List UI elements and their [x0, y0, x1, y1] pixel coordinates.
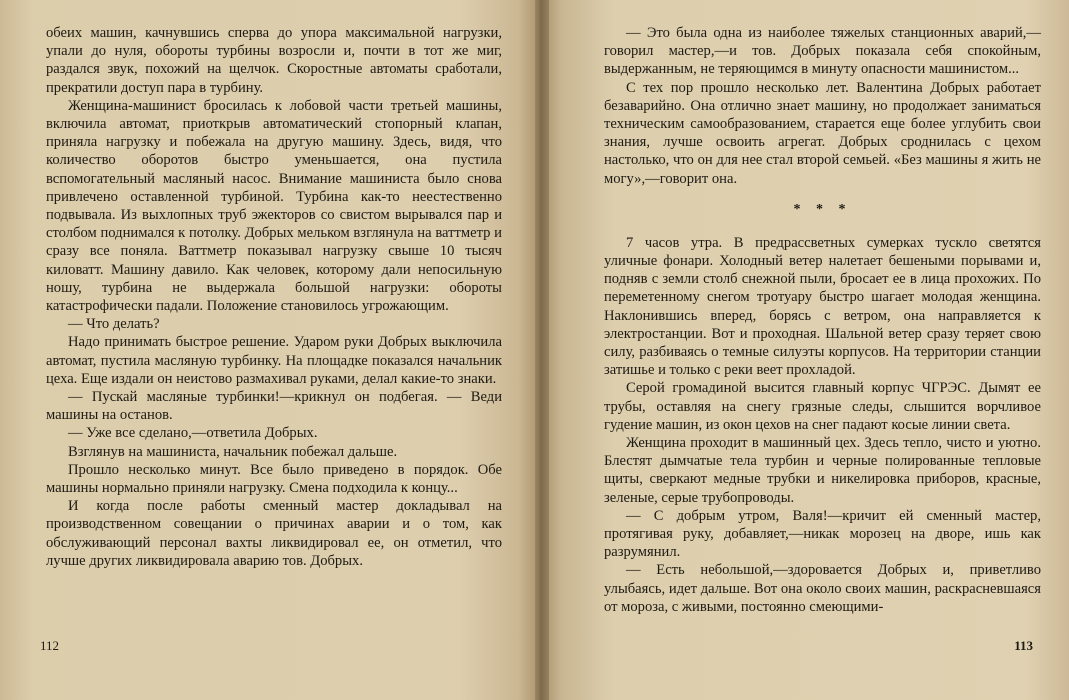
- page-number-left: 112: [40, 638, 60, 653]
- paragraph: Прошло несколько минут. Все было приведено в порядок. Обе машины нормально приняли нагрузку. Смена подходила к концу...: [46, 461, 502, 497]
- section-separator: * * *: [793, 201, 852, 217]
- page-number-right: 113: [1014, 638, 1033, 653]
- paragraph: — Пускай масляные турбинки!—крикнул он подбегая. — Веди машины на останов.: [46, 389, 502, 424]
- right-page-text: [604, 24, 1041, 616]
- paragraph: — Уже все сделано,—ответила Добрых.: [68, 425, 318, 442]
- paragraph: — Это была одна из наиболее тяжелых станционных аварий,—говорил мастер,—и тов. Добрых показала себя спокойным, выдержанным, не теряющимся в минуту опасности машинистом...: [604, 25, 1041, 78]
- paragraph: Серой громадиной высится главный корпус ЧГРЭС. Дымят ее трубы, оставляя на снегу грязные следы, слышится ворчливое гудение машин, из окон цехов на снег падают косые линии света.: [604, 380, 1041, 433]
- right-page: [540, 0, 1069, 700]
- book-gutter: [535, 0, 549, 700]
- paragraph: — Что делать?: [68, 316, 160, 333]
- paragraph: Надо принимать быстрое решение. Ударом руки Добрых выключила автомат, пустила масляную турбинку. На площадке показался начальник цеха. Еще издали он неистово размахивал руками, делал какие-то знаки.: [46, 334, 502, 387]
- paragraph: Женщина-машинист бросилась к лобовой части третьей машины, включила автомат, приоткрыв автоматический стопорный клапан, приняла нагрузку и побежала на другую машину. Здесь, видя, что количество оборотов быстро уменьшается, она пустила вспомогательный масляный насос. Внимание машиниста было снова привлечено оставленной турбиной. Турбина как-то неестественно подвывала. Из выхлопных труб эжекторов со свистом вырывался пар и столбом поднимался к потолку. Добрых мельком взглянула на ваттметр и сразу все поняла. Ваттметр показывал нагрузку свыше 10 тысяч киловатт. Машину давило. Как человек, которому дали непосильную ношу, турбина не выдержала большой нагрузки: обороты катастрофически падали. Положение становилось угрожающим.: [46, 97, 502, 315]
- paragraph: И когда после работы сменный мастер докладывал на производственном совещании о причинах аварии и о том, как обслуживающий персонал вахты ликвидировал ее, он отметил, что лучше других ликвидировала аварию тов. Добрых.: [46, 498, 502, 569]
- paragraph: обеих машин, качнувшись сперва до упора максимальной нагрузки, упали до нуля, обороты турбины возросли и, почти в тот же миг, раздался звук, похожий на щелчок. Скоростные автоматы сработали, прекратили доступ пара в турбину.: [46, 25, 502, 96]
- paragraph: — С добрым утром, Валя!—кричит ей сменный мастер, протягивая руку, добавляет,—никак морозец на дворе, ишь как разрумянил.: [604, 507, 1041, 561]
- paragraph: 7 часов утра. В предрассветных сумерках тускло светятся уличные фонари. Холодный ветер налетает бешеными порывами и, подняв с земли столб снежной пыли, бросает ее в лица прохожих. По переметенному снегом тротуару быстро шагает молодая женщина. Наклонившись вперед, борясь с ветром, она направляется к электростанции. Вот и проходная. Шальной ветер сразу теряет свою силу, разбиваясь о темные силуэты корпусов. На территории станции затишье и только с реки веет прохладой.: [604, 234, 1041, 379]
- paragraph: Взглянув на машиниста, начальник побежал дальше.: [68, 443, 398, 460]
- paragraph: Женщина проходит в машинный цех. Здесь тепло, чисто и уютно. Блестят дымчатые тела турбин и черные полированные тепловые щиты, сверкают медные трубки и никелировка приборов, красные, зеленые, серые трубопроводы.: [604, 435, 1041, 506]
- paragraph: — Есть небольшой,—здоровается Добрых и, приветливо улыбаясь, идет дальше. Вот она около своих машин, раскрасневшаяся от мороза, с живыми, постоянно смеющими-: [604, 562, 1041, 615]
- paragraph: С тех пор прошло несколько лет. Валентина Добрых работает безаварийно. Она отлично знает машину, но продолжает заниматься техническим самообразованием, старается еще более углубить свои знания, лучше освоить агрегат. Добрых сроднилась с цехом настолько, что он для нее стал второй семьей. «Без машины я жить не могу»,—говорит она.: [604, 79, 1041, 187]
- left-page-text: [46, 24, 502, 570]
